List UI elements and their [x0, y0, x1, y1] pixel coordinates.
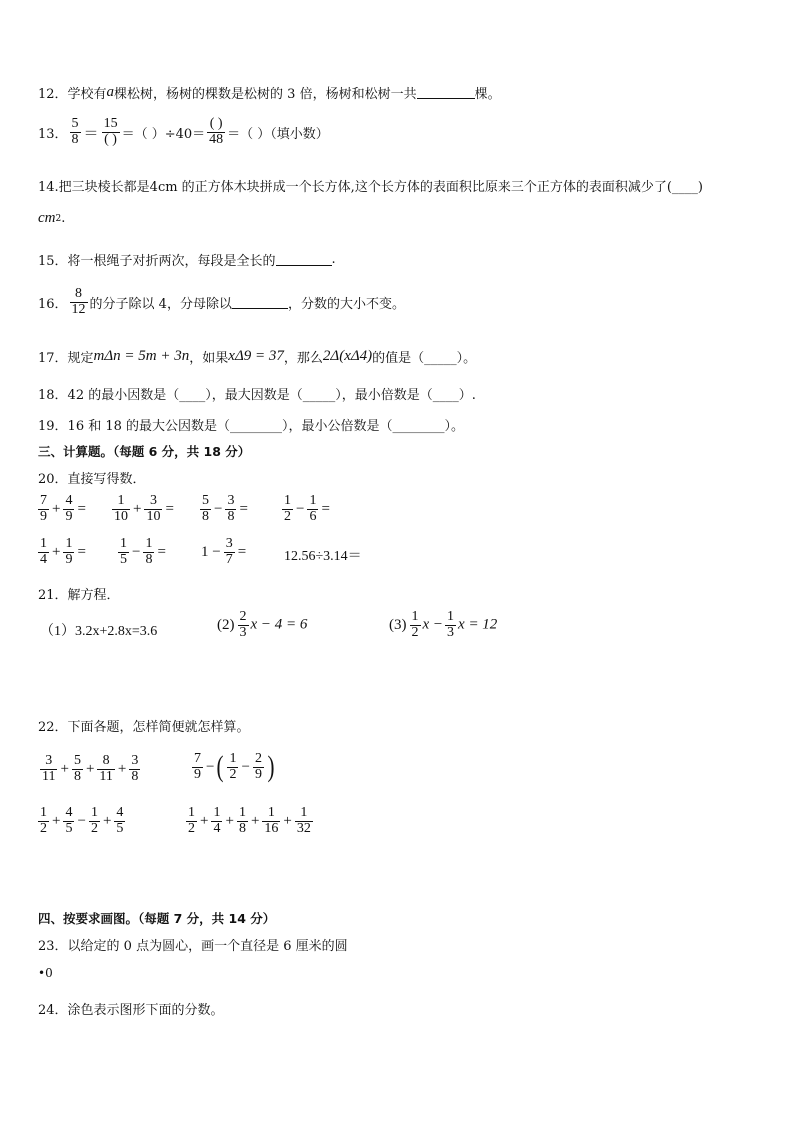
q12-variable: a: [106, 84, 115, 100]
q14-dot: .: [61, 211, 66, 226]
q22b-in2-den: 9: [254, 766, 262, 782]
q22c-f1-den: 2: [40, 820, 47, 836]
q20-r2c2-a-den: 5: [120, 551, 127, 567]
q22c-f3-den: 2: [90, 820, 98, 836]
q22b-in2-num: 2: [254, 751, 262, 766]
q13-f3-denominator: 48: [209, 131, 224, 147]
q20-r1c4-a-num: 1: [284, 493, 291, 508]
q13-lead: 13．: [38, 126, 68, 142]
q22c-op3: +: [102, 812, 112, 829]
q22d-f1-den: 2: [188, 820, 195, 836]
q22c-f1-num: 1: [40, 805, 47, 820]
q20-r1c4-op: −: [296, 500, 305, 517]
q22c-op2: −: [77, 812, 86, 829]
q22a-f2-num: 5: [73, 753, 81, 768]
q22d-op2: +: [225, 812, 234, 829]
q23-text: 23．以给定的 0 点为圆心，画一个直径是 6 厘米的圆: [38, 939, 348, 954]
q22a-f1-den: 11: [42, 768, 56, 784]
q20-r2-c1: [36, 537, 87, 567]
q20-r2c3-pre: 1 −: [201, 543, 221, 560]
q20-r2c2-op: −: [132, 543, 141, 560]
q17-definition: mΔn = 5m + 3n: [93, 348, 190, 364]
q13-fraction-1: [70, 117, 81, 147]
q21-e3-d1: 2: [411, 624, 419, 640]
q13-fraction-3: [207, 117, 225, 147]
q20-r1c3-a-den: 8: [202, 508, 209, 524]
q21-e2-tail: x − 4 = 6: [250, 616, 308, 633]
q20-r1c1-eq: =: [77, 500, 86, 517]
q22b-lead-den: 9: [194, 766, 201, 782]
q22b-in1-den: 2: [229, 766, 237, 782]
q20-r1c2-a-num: 1: [117, 493, 125, 508]
question-17: [38, 347, 476, 366]
q20-r1c1-b-num: 4: [65, 493, 73, 508]
q16-fraction: [70, 287, 88, 317]
q12-text-end: 棵。: [474, 87, 501, 102]
q16-mid: 的分子除以 4，分母除以: [89, 296, 232, 312]
q16-answer-blank[interactable]: [232, 296, 288, 309]
q23-center-point: [38, 966, 53, 980]
q22d-f3-num: 1: [238, 805, 246, 820]
q20-r2c4-text: 12.56÷3.14＝: [284, 549, 362, 564]
q17-expression: 2Δ(xΔ4): [322, 348, 373, 364]
q22c-f4-den: 5: [116, 820, 124, 836]
q16-lead: 16．: [38, 296, 68, 312]
q12-answer-blank[interactable]: [417, 86, 475, 99]
q20-r1c4-b-num: 1: [309, 493, 317, 508]
q21-e1-text: （1）3.2x+2.8x=3.6: [40, 624, 158, 639]
q20-r2c1-a-num: 1: [40, 536, 47, 551]
q21-equation-1: [40, 620, 157, 640]
q22d-f1-num: 1: [188, 805, 195, 820]
q13-equals: ＝: [83, 125, 99, 142]
q22d-f5-den: 32: [296, 820, 311, 836]
q12-text-post: 棵松树，杨树的棵数是松树的 3 倍，杨树和松树一共: [114, 87, 417, 102]
section-3-title: 三、计算题。（每题 6 分，共 18 分）: [38, 444, 251, 459]
q22-expression-a: [38, 754, 142, 784]
q22a-f3-num: 8: [102, 753, 110, 768]
q22b-right-paren: ): [267, 750, 275, 784]
q22-expression-d: [184, 806, 315, 836]
q20-r1c1-a-num: 7: [40, 493, 47, 508]
q21-e2-den: 3: [239, 624, 247, 640]
q21-title: 21．解方程．: [38, 588, 120, 603]
q14-text: 14.把三块棱长都是4cm 的正方体木块拼成一个长方体,这个长方体的表面积比原来三个正方体的表面积减少了(____): [38, 180, 703, 195]
q14-unit-superscript: 2: [55, 213, 62, 224]
q20-r1c1-a-den: 9: [40, 508, 47, 524]
q22b-in1-num: 1: [229, 751, 237, 766]
q12-text-pre: 12．学校有: [38, 87, 107, 102]
q20-r2c2-a-num: 1: [120, 536, 127, 551]
q20-r2c1-a-den: 4: [40, 551, 47, 567]
q20-r1c1-op: +: [52, 500, 61, 517]
q20-r2-c3: [200, 537, 247, 567]
q20-r1c4-a-den: 2: [284, 508, 291, 524]
q20-title: 20．直接写得数．: [38, 472, 146, 487]
q20-r1-c3: [198, 494, 249, 524]
q16-end: ，分数的大小不变。: [287, 296, 405, 312]
question-23: [38, 935, 348, 954]
q20-r1-c2: [110, 494, 175, 524]
q22d-f4-den: 16: [264, 820, 279, 836]
q20-r2c1-op: +: [52, 543, 61, 560]
q16-numerator: 8: [75, 286, 83, 301]
q22-title: 22．下面各题，怎样简便就怎样算。: [38, 720, 250, 735]
q22d-op4: +: [283, 812, 292, 829]
q21-e2-lead: (2): [217, 616, 235, 633]
question-13: [38, 117, 329, 147]
q22-expression-b: $\frac{7}{9}$ − ( $\frac{1}{2}$ − $\frac{2}{9}$ ): [194, 750, 275, 784]
q13-fraction-2: [102, 117, 120, 147]
q20-r1c3-b-num: 3: [227, 493, 235, 508]
q21-e2-num: 2: [239, 609, 247, 624]
question-18: [38, 384, 476, 403]
q22a-f1-num: 3: [45, 753, 53, 768]
q21-e3-d2: 3: [447, 624, 455, 640]
q22d-f2-num: 1: [213, 805, 221, 820]
q13-f1-numerator: 5: [71, 116, 79, 131]
q17-condition: xΔ9 = 37: [228, 348, 284, 364]
q22a-f2-den: 8: [73, 768, 81, 784]
q13-f3-numerator-blank[interactable]: ( ): [209, 116, 223, 131]
q20-r1c2-eq: =: [165, 500, 174, 517]
q20-r2c2-b-num: 1: [145, 536, 153, 551]
q14-unit: cm: [38, 210, 56, 226]
question-14: [38, 176, 703, 195]
q24-text: 24．涂色表示图形下面的分数。: [38, 1003, 224, 1018]
q17-mid2: ，那么: [283, 351, 323, 366]
q20-r2c3-eq: =: [237, 543, 247, 560]
question-14-unit-line: [38, 210, 65, 227]
question-16: [38, 287, 405, 317]
q21-e3-lead: (3): [389, 616, 407, 633]
q20-r1c2-a-den: 10: [114, 508, 128, 524]
q21-e3-tail: x = 12: [458, 616, 498, 633]
q22b-left-paren: (: [216, 750, 224, 784]
q21-equation-2: [216, 610, 307, 640]
question-19: [38, 415, 464, 434]
q20-r1-c1: [36, 494, 87, 524]
q22a-f4-num: 3: [131, 753, 139, 768]
q13-f2-denominator-blank[interactable]: ( ): [104, 131, 117, 147]
q22a-f3-den: 11: [99, 768, 113, 784]
q22c-op1: +: [52, 812, 61, 829]
q20-r1c2-op: +: [133, 500, 142, 517]
q22a-op2: +: [85, 760, 95, 777]
q20-r2c1-eq: =: [77, 543, 86, 560]
question-15: [38, 250, 336, 269]
question-20-title: [38, 468, 146, 487]
q22d-f2-den: 4: [213, 820, 221, 836]
q20-r2-c2: [116, 537, 167, 567]
question-22-title: [38, 716, 250, 735]
q20-r2c3-num: 3: [225, 536, 233, 551]
q22c-f2-den: 5: [65, 820, 73, 836]
q15-end: .: [331, 252, 336, 267]
q23-point-label: •0: [38, 966, 53, 980]
q17-pre: 17．规定: [38, 351, 94, 366]
q20-r2c2-b-den: 8: [145, 551, 153, 567]
q22d-op1: +: [200, 812, 209, 829]
q22d-f4-num: 1: [267, 805, 275, 820]
q17-mid: ，如果: [189, 351, 229, 366]
question-12: [38, 83, 501, 102]
q20-r2c1-b-num: 1: [65, 536, 73, 551]
q20-r1c4-eq: =: [321, 500, 330, 517]
q22d-op3: +: [250, 812, 260, 829]
q20-r1c4-b-den: 6: [309, 508, 317, 524]
q13-f1-denominator: 8: [71, 131, 79, 147]
q21-e3-n1: 1: [411, 609, 419, 624]
section-4-heading: [38, 909, 275, 927]
q22a-op3: +: [117, 760, 127, 777]
q20-r2-c4: [284, 545, 362, 565]
q17-end: 的值是（_____）。: [372, 351, 477, 366]
q18-text: 18．42 的最小因数是（____），最大因数是（_____），最小倍数是（____）.: [38, 388, 476, 403]
q20-r2c2-eq: =: [157, 543, 166, 560]
q16-denominator: 12: [71, 301, 86, 317]
q20-r1c2-b-den: 10: [146, 508, 161, 524]
q13-mid-text: ＝（ ）÷40＝: [121, 126, 206, 142]
q20-r1-c4: [280, 494, 331, 524]
q20-r1c3-a-num: 5: [202, 493, 209, 508]
q22c-f2-num: 4: [65, 805, 73, 820]
q22a-op1: +: [60, 760, 69, 777]
q15-text: 15．将一根绳子对折两次，每段是全长的: [38, 254, 276, 269]
q20-r2c1-b-den: 9: [65, 551, 73, 567]
question-21-title: [38, 584, 120, 603]
q21-e3-mid: x −: [422, 616, 444, 633]
question-24: [38, 999, 224, 1018]
q20-r1c3-op: −: [214, 500, 223, 517]
q22-expression-c: [36, 806, 127, 836]
q22d-f3-den: 8: [238, 820, 246, 836]
q21-e3-n2: 1: [447, 609, 455, 624]
q22d-f5-num: 1: [300, 805, 308, 820]
q20-r1c3-eq: =: [239, 500, 248, 517]
q22c-f3-num: 1: [90, 805, 98, 820]
q20-r1c1-b-den: 9: [65, 508, 73, 524]
q20-r1c3-b-den: 8: [227, 508, 235, 524]
section-3-heading: [38, 442, 250, 460]
q20-r1c2-b-num: 3: [149, 493, 157, 508]
q22a-f4-den: 8: [131, 768, 139, 784]
q21-equation-3: [388, 610, 497, 640]
q20-r2c3-den: 7: [225, 551, 233, 567]
q19-text: 19．16 和 18 的最大公因数是（________），最小公倍数是（________）。: [38, 419, 465, 434]
section-4-title: 四、按要求画图。（每题 7 分，共 14 分）: [38, 911, 276, 926]
q22b-lead-num: 7: [194, 751, 201, 766]
q22c-f4-num: 4: [116, 805, 124, 820]
q15-answer-blank[interactable]: [276, 253, 332, 266]
q13-tail-text: ＝（ ）（填小数）: [227, 126, 329, 142]
q13-f2-numerator: 15: [103, 116, 118, 131]
